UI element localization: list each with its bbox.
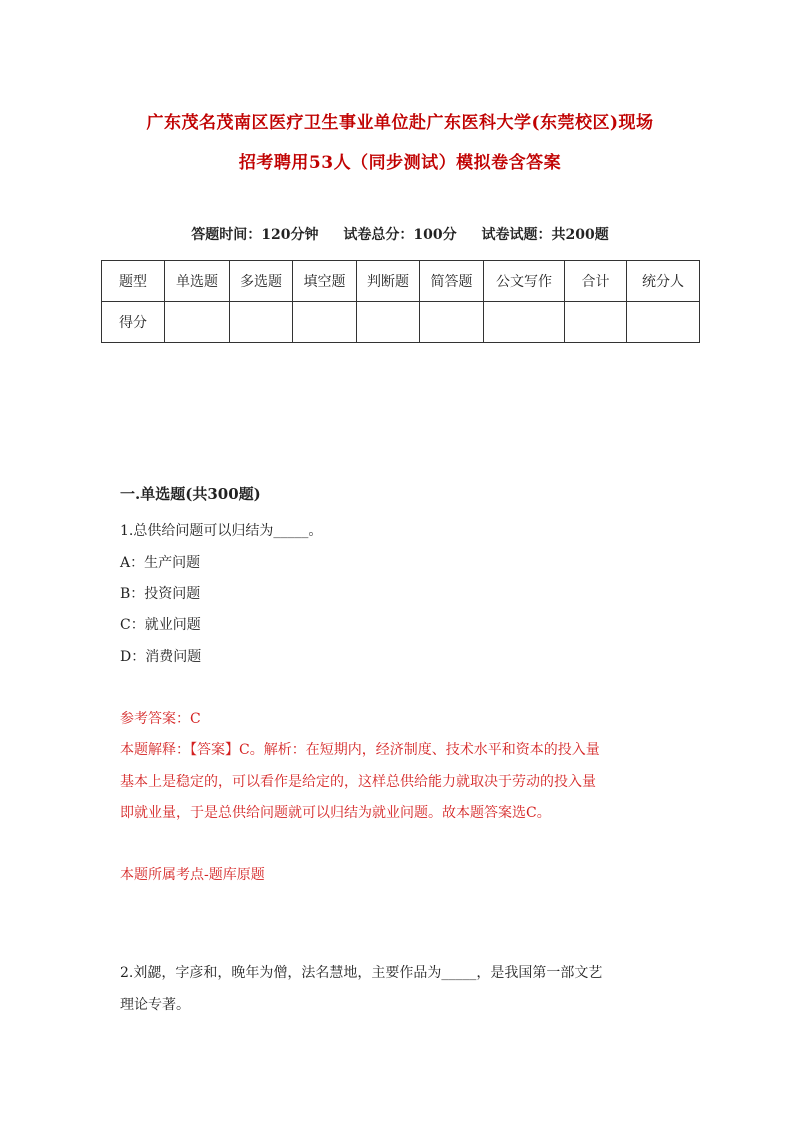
header-cell: 判断题 [357,261,420,302]
score-table-score-row [102,302,700,343]
question-1-explanation-line3: 即就业量，于是总供给问题就可以归结为就业问题。故本题答案选C。 [120,805,551,821]
question-1-stem: 1.总供给问题可以归结为_____。 [120,523,323,539]
exam-time: 答题时间：120分钟 [191,227,319,243]
score-cell [565,302,627,343]
question-1-answer: 参考答案：C [120,711,201,727]
exam-meta [0,224,800,244]
header-cell: 简答题 [420,261,484,302]
question-1-option-d: D：消费问题 [120,649,202,665]
question-2-stem-line2: 理论专著。 [120,997,190,1013]
score-cell [627,302,700,343]
header-cell: 合计 [565,261,627,302]
question-1-option-b: B：投资问题 [120,586,201,602]
question-1-explanation-line2: 基本上是稳定的，可以看作是给定的，这样总供给能力就取决于劳动的投入量 [120,774,596,790]
score-table [101,260,700,343]
header-cell: 统分人 [627,261,700,302]
header-cell: 单选题 [165,261,230,302]
score-cell [484,302,565,343]
question-1-option-a: A：生产问题 [120,555,201,571]
question-1-option-c: C：就业问题 [120,617,201,633]
question-1-explanation-line1: 本题解释：【答案】C。解析：在短期内，经济制度、技术水平和资本的投入量 [120,742,600,758]
header-cell: 多选题 [230,261,293,302]
header-cell: 填空题 [293,261,357,302]
header-cell: 题型 [102,261,165,302]
question-2-stem-line1: 2.刘勰，字彦和，晚年为僧，法名慧地，主要作品为_____，是我国第一部文艺 [120,965,603,981]
document-title-line2: 招考聘用53人（同步测试）模拟卷含答案 [238,153,562,173]
score-cell [420,302,484,343]
exam-question-count: 试卷试题：共200题 [481,227,609,243]
section-title: 一.单选题(共300题) [120,485,261,503]
score-cell [357,302,420,343]
score-cell [293,302,357,343]
exam-total-score: 试卷总分：100分 [343,227,457,243]
question-1-topic: 本题所属考点-题库原题 [120,867,265,883]
score-cell [165,302,230,343]
document-title-line1: 广东茂名茂南区医疗卫生事业单位赴广东医科大学(东莞校区)现场 [146,113,654,133]
score-row-label: 得分 [102,302,165,343]
score-table-header-row [102,261,700,302]
header-cell: 公文写作 [484,261,565,302]
score-cell [230,302,293,343]
